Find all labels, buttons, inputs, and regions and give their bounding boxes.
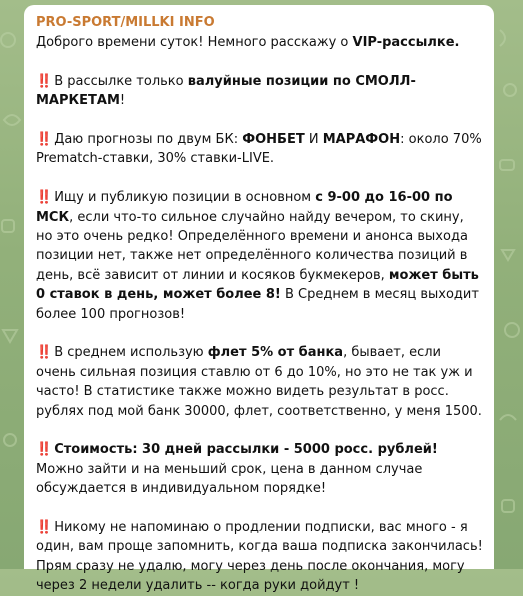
message-paragraph-renewal xyxy=(36,518,484,596)
text-span: И xyxy=(304,132,323,147)
text-span: , бывает, если очень сильная позиция ставлю от 6 до 10%, но это не так уж и часто! В статистике также можно видеть результат в росс. рублях под мой банк 30000, флет, соответственно, у меня 1500. xyxy=(36,345,482,419)
text-span: , если что-то сильное случайно найду вечером, то скину, но это очень редко! Определённого времени и анонса выхода позиции нет, также нет определённого количества позиций в день, всё зависит от линии и косяков букмекеров, xyxy=(36,209,468,283)
double-exclamation-icon: ‼️ xyxy=(36,190,51,206)
bold-span: МАРАФОН xyxy=(322,132,401,147)
text-span: Никому не напоминаю о продлении подписки, вас много - я один, вам проще запомнить, когда ваша подписка закончилась! Прям сразу не удалю, могу через день после окончания, могу через 2 недели удалить -- когда руки дойдут ! xyxy=(36,520,483,594)
bold-span: Стоимость: 30 дней рассылки - 5000 росс. рублей! xyxy=(54,442,438,458)
bold-span: валуйные позиции по СМОЛЛ-МАРКЕТАМ xyxy=(36,73,416,109)
sender-name[interactable]: PRO-SPORT/MILLKI INFO xyxy=(36,15,215,30)
text-span: Ищу и публикую позиции в основном xyxy=(54,190,316,206)
bold-span: может быть 0 ставок в день, может более 8! xyxy=(36,267,479,303)
text-span: В среднем использую xyxy=(54,345,208,361)
message-paragraph-stake xyxy=(36,343,484,421)
text-span: В Среднем в месяц выходит более 100 прогнозов! xyxy=(36,287,479,322)
text-span: Доброго времени суток! Немного расскажу о xyxy=(36,35,353,50)
bold-span: VIP-рассылке. xyxy=(352,35,460,50)
message-bubble[interactable] xyxy=(24,5,494,594)
text-span: : около 70% Prematch-ставки, 30% ставки-LIVE. xyxy=(36,132,482,167)
text-span: Даю прогнозы по двум БК: xyxy=(54,132,243,147)
bold-span: с 9-00 до 16-00 по МСК xyxy=(36,190,453,225)
double-exclamation-icon: ‼️ xyxy=(36,73,51,89)
text-span: В рассылке только xyxy=(54,73,188,89)
double-exclamation-icon: ‼️ xyxy=(36,442,51,458)
message-paragraph-bookmakers xyxy=(36,130,484,169)
message-paragraph-price xyxy=(36,440,484,498)
double-exclamation-icon: ‼️ xyxy=(36,520,51,536)
message-text xyxy=(36,33,484,596)
text-span: ! xyxy=(119,93,126,109)
message-paragraph-intro xyxy=(36,33,484,52)
message-paragraph-positions xyxy=(36,72,484,111)
bold-span: ФОНБЕТ xyxy=(242,132,305,147)
text-span: Можно зайти и на меньший срок, цена в данном случае обсуждается в индивидуальном порядке! xyxy=(36,461,423,497)
message-paragraph-schedule xyxy=(36,188,484,324)
double-exclamation-icon: ‼️ xyxy=(36,345,51,361)
bold-span: флет 5% от банка xyxy=(207,345,344,361)
double-exclamation-icon: ‼️ xyxy=(36,132,51,147)
